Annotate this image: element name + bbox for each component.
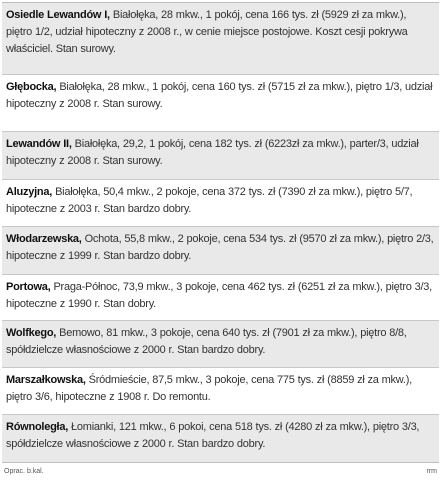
listing-row-wolfkego (2, 320, 439, 367)
listing-row-wlodarzewska (2, 226, 439, 274)
listing-row-portowa (2, 274, 439, 320)
listing-name: Równoległa, (6, 421, 69, 433)
listing-name: Głębocka, (6, 81, 57, 93)
listing-description: Białołęka, 29,2, 1 pokój, cena 182 tys. zł (6223zł za mkw.), parter/3, udział hipoteczny z 2008 r. Stan surowy. (6, 138, 419, 167)
listing-description: Śródmieście, 87,5 mkw., 3 pokoje, cena 775 tys. zł (8859 zł za mkw.), piętro 3/6, hipoteczne z 1908 r. Do remontu. (6, 374, 412, 403)
listing-name: Włodarzewska, (6, 233, 82, 245)
listing-description: Ochota, 55,8 mkw., 2 pokoje, cena 534 tys. zł (9570 zł za mkw.), piętro 2/3, hipoteczne z 1999 r. Stan bardzo dobry. (6, 233, 434, 262)
listing-description: Białołęka, 28 mkw., 1 pokój, cena 160 tys. zł (5715 zł za mkw.), piętro 1/3, udział hipoteczny z 2008 r. Stan surowy. (6, 81, 433, 110)
listing-row-aluzyjna (2, 179, 439, 226)
listing-name: Aluzyjna, (6, 186, 53, 198)
apartment-listing-table (2, 2, 439, 463)
listing-description: Łomianki, 121 mkw., 6 pokoi, cena 518 tys. zł (4280 zł za mkw.), piętro 3/3, spółdzielcze własnościowe z 2000 r. Stan bardzo dobry. (6, 421, 420, 450)
listing-row-lewandow-2 (2, 131, 439, 179)
listing-description: Praga-Północ, 73,9 mkw., 3 pokoje, cena 462 tys. zł (6251 zł za mkw.), piętro 3/3, hipoteczne z 1990 r. Stan dobry. (6, 281, 432, 310)
listing-row-glebocka (2, 74, 439, 131)
listing-description: Białołęka, 28 mkw., 1 pokój, cena 166 tys. zł (5929 zł za mkw.), piętro 1/2, udział hipoteczny z 2008 r., w cenie miejsce postojowe. Koszt cesji pokrywa właściciel. Stan surowy. (6, 9, 408, 55)
source-credit: Oprac. b.kal. (4, 468, 44, 475)
listing-row-marszalkowska (2, 367, 439, 414)
listing-name: Lewandów II, (6, 138, 72, 150)
author-initials: rrm (426, 468, 437, 475)
listing-name: Osiedle Lewandów I, (6, 9, 110, 21)
table-footer (4, 467, 437, 477)
listing-description: Bemowo, 81 mkw., 3 pokoje, cena 640 tys. zł (7901 zł za mkw.), piętro 8/8, spółdzielcze własnościowe z 2000 r. Stan bardzo dobry. (6, 327, 407, 356)
listing-name: Wolfkego, (6, 327, 57, 339)
listing-name: Portowa, (6, 281, 51, 293)
listing-description: Białołęka, 50,4 mkw., 2 pokoje, cena 372 tys. zł (7390 zł za mkw.), piętro 5/7, hipoteczne z 2003 r. Stan bardzo dobry. (6, 186, 413, 215)
listing-row-osiedle-lewandow-1 (2, 3, 439, 74)
listing-row-rownolegla (2, 414, 439, 462)
listing-name: Marszałkowska, (6, 374, 86, 386)
